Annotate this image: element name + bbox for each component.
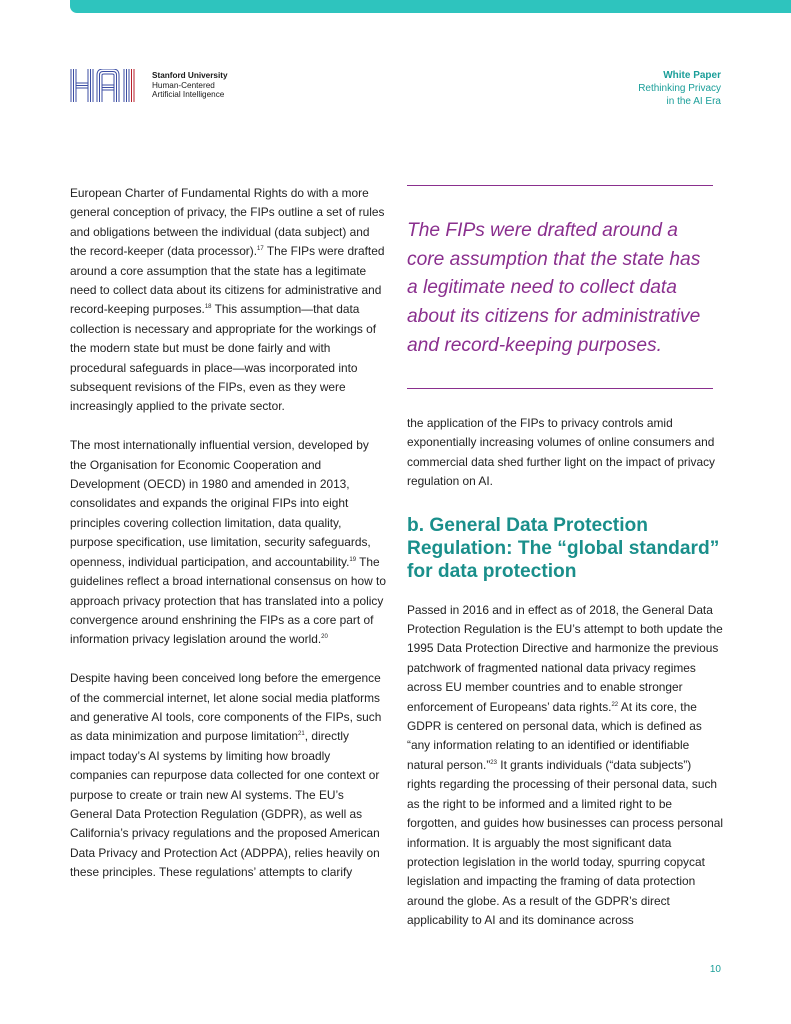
doc-title-line2: in the AI Era (666, 96, 721, 107)
footnote-ref[interactable]: 17 (257, 246, 264, 253)
page-number: 10 (709, 964, 721, 975)
doc-header (638, 69, 721, 108)
paragraph: Passed in 2016 and in effect as of 2018, the General Data Protection Regulation is the EU’s attempt to both update the 1995 Data Protection Directive and harmonize the previous patchwork of fragmented national data privacy regimes across EU member countries and to enable stronger enforcement of Europeans’ data rights.$^{22}$ At its core, the GDPR is centered on personal data, which is defined as “any information relating to an identified or identifiable natural person.”$^{23}$ It grants individuals (“data subjects”) rights regarding the processing of their personal data, such as the right to be informed and a limited right to be forgotten, and guides how businesses can process personal information. It is arguably the most significant data protection legislation in the world today, spurring copycat legislation and impacting the framing of data protection around the globe. As a result of the GDPR’s direct applicability to AI and its dominance across (407, 602, 723, 928)
logo-line2: Artificial Intelligence (152, 90, 225, 100)
footnote-ref[interactable]: 22 (611, 701, 619, 708)
logo-text (152, 71, 228, 100)
quote-rule-bottom (407, 388, 713, 389)
footnote-ref[interactable]: 18 (204, 304, 212, 311)
hai-logo (70, 69, 228, 102)
quote-rule-top (407, 185, 713, 186)
paragraph: Despite having been conceived long before the emergence of the commercial internet, let alone social media platforms and generative AI tools, core components of the FIPs, such as data minimization and purpose limitation$^{21}$, directly impact today’s AI systems by limiting how broadly companies can repurpose data collected for one context or purpose to create or train new AI systems. The EU’s General Data Protection Regulation (GDPR), as well as California’s privacy regulations and the proposed American Data Privacy and Protection Act (ADPPA), relies heavily on these principles. These regulations’ attempts to clarify (70, 671, 382, 880)
logo-line1: Human-Centered (152, 80, 215, 90)
footnote-ref[interactable]: 21 (298, 731, 305, 738)
hai-logo-mark (70, 69, 142, 102)
footnote-ref[interactable]: 20 (321, 634, 328, 641)
footnote-ref[interactable]: 23 (490, 759, 497, 766)
top-accent-bar (70, 0, 791, 13)
paragraph: European Charter of Fundamental Rights do with a more general conception of privacy, the FIPs outline a set of rules and obligations between the individual (data subject) and the record-keeper (data processor).$^{17}$ The FIPs were drafted around a core assumption that the state has a legitimate need to collect data about its citizens for administrative and record-keeping purposes.$^{18}$ This assumption—that data collection is necessary and appropriate for the workings of the modern state but must be done fairly and with procedural safeguards in place—was incorporated into subsequent revisions of the FIPs, even as they were increasingly applied to the private sector. (70, 186, 385, 414)
left-column (70, 184, 386, 902)
doc-type-label: White Paper (663, 70, 721, 81)
right-column (407, 414, 723, 931)
footnote-ref[interactable]: 19 (349, 556, 357, 563)
pull-quote-text: The FIPs were drafted around a core assumption that the state has a legitimate need to collect data about its citizens for administrative and record-keeping purposes. (407, 220, 701, 356)
pull-quote (407, 185, 713, 389)
hai-wordmark-icon (70, 69, 142, 102)
section-heading: b. General Data Protection Regulation: The “global standard” for data protection (407, 514, 720, 582)
logo-org: Stanford University (152, 71, 228, 81)
doc-title-line1: Rethinking Privacy (638, 83, 721, 94)
paragraph: The most internationally influential version, developed by the Organisation for Economic Cooperation and Development (OECD) in 1980 and amended in 2013, consolidates and expands the original FIPs into eight principles covering collection limitation, data quality, purpose specification, use limitation, security safeguards, openness, individual participation, and accountability.$^{19}$ The guidelines reflect a broad international consensus on how to approach privacy protection that has translated into a policy convergence around enshrining the FIPs as a core part of information privacy legislation around the world.$^{20}$ (70, 438, 386, 647)
paragraph: the application of the FIPs to privacy controls amid exponentially increasing volumes of online consumers and commercial data shed further light on the impact of privacy regulation on AI. (407, 416, 715, 489)
